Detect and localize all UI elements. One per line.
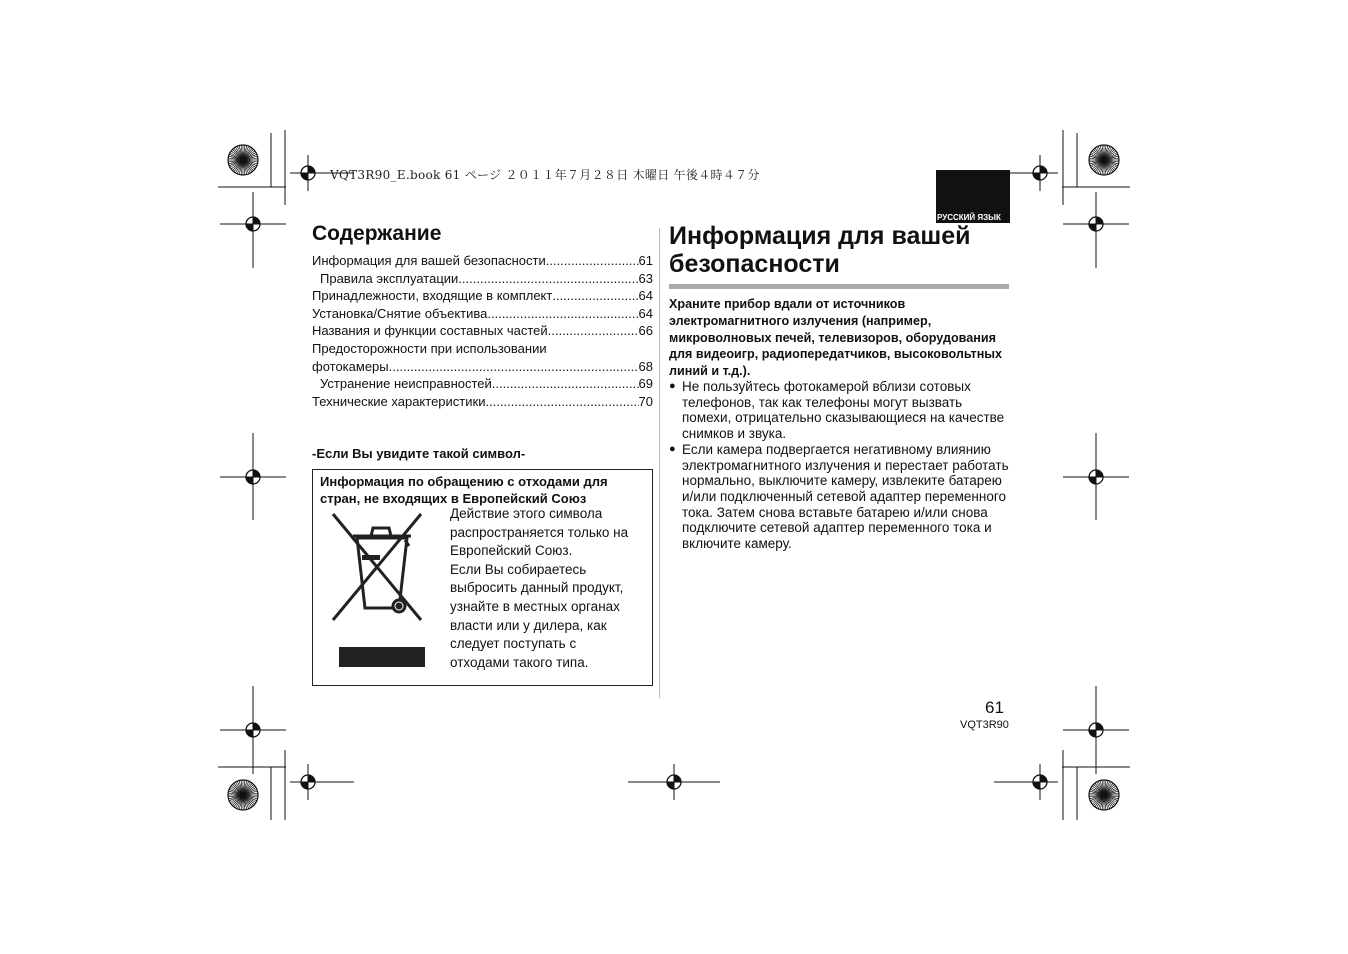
crosshair-mark-icon <box>253 470 260 477</box>
symbol-section-title: -Если Вы увидите такой символ- <box>312 446 526 461</box>
toc-leader-dots <box>552 287 638 305</box>
weee-text-line: власти или у дилера, как <box>450 617 607 633</box>
weee-text-line: Если Вы собираетесь <box>450 561 587 577</box>
toc-entry-title: Информация для вашей безопасности <box>312 253 546 268</box>
starburst-center <box>240 157 246 163</box>
crosshair-mark-icon <box>1089 477 1096 484</box>
toc-entry <box>312 252 653 270</box>
crosshair-mark-icon <box>1096 723 1103 730</box>
model-code: VQT3R90 <box>960 719 1009 731</box>
weee-text-line: Европейский Союз. <box>450 543 573 559</box>
crosshair-mark-icon <box>1096 470 1103 477</box>
weee-text-line: Действие этого символа <box>450 506 603 521</box>
crosshair-mark-icon <box>253 217 260 224</box>
weee-text-line: выбросить данный продукт, <box>450 580 624 596</box>
toc-entry-page: 64 <box>638 305 653 321</box>
toc-entry-title: Устранение неисправностей <box>320 376 492 392</box>
crosshair-mark-icon <box>1040 166 1047 173</box>
language-tab-label: РУССКИЙ ЯЗЫК <box>937 213 1001 222</box>
title-underline <box>669 284 1009 289</box>
starburst-center <box>240 792 246 798</box>
starburst-center <box>1101 792 1107 798</box>
crossed-out-wheelie-bin-icon <box>329 510 429 670</box>
weee-box-title: Информация по обращению с отходами для стран, не входящих в Европейский Союз <box>320 474 608 506</box>
toc-entry-page: 61 <box>638 253 653 268</box>
toc-entry <box>312 375 653 393</box>
starburst-center <box>1101 157 1107 163</box>
toc-entry <box>312 270 653 288</box>
toc-title: Содержание <box>312 222 442 245</box>
toc-entry-title: Названия и функции составных частей <box>312 323 548 339</box>
weee-text-line: отходами такого типа. <box>450 654 589 670</box>
toc-entry <box>312 287 653 305</box>
toc-leader-dots <box>546 252 639 270</box>
bullet-dot-icon: ● <box>669 442 676 455</box>
weee-text-line: следует поступать с <box>450 636 577 652</box>
table-of-contents <box>312 252 653 410</box>
safety-warning-bold: Храните прибор вдали от источников электромагнитного излучения (например, микроволновых печей, телевизоров, оборудования для видеоигр, радиопередатчиков, высоковольтных линий и т.д.). <box>669 297 1003 379</box>
weee-text-line: распространяется только на <box>450 524 629 540</box>
toc-leader-dots <box>487 305 638 323</box>
toc-leader-dots <box>548 322 639 340</box>
crosshair-mark-icon <box>301 782 308 789</box>
toc-entry-title: Правила эксплуатации <box>320 270 459 286</box>
print-header-line: VQT3R90_E.book 61 ページ ２０１１年７月２８日 木曜日 午後４時４７分 <box>330 168 760 182</box>
toc-entry-title: фотокамеры <box>312 358 389 374</box>
column-divider <box>659 228 660 698</box>
safety-bullet-list <box>669 379 1009 552</box>
crosshair-mark-icon <box>1033 173 1040 180</box>
crosshair-mark-icon <box>1089 224 1096 231</box>
crosshair-mark-icon <box>674 775 681 782</box>
crosshair-mark-icon <box>308 166 315 173</box>
crosshair-mark-icon <box>667 782 674 789</box>
crosshair-mark-icon <box>246 730 253 737</box>
toc-entry-page: 69 <box>638 376 653 392</box>
crosshair-mark-icon <box>1089 730 1096 737</box>
toc-entry <box>312 340 653 358</box>
toc-entry-title: Принадлежности, входящие в комплект <box>312 288 553 304</box>
weee-text-line: узнайте в местных органах <box>450 598 620 614</box>
toc-entry-title: Предосторожности при использовании <box>312 340 547 356</box>
weee-info-box <box>312 469 653 686</box>
toc-entry <box>312 393 653 411</box>
toc-entry <box>312 305 653 323</box>
toc-leader-dots <box>458 270 638 288</box>
bullet-item <box>669 442 1009 552</box>
toc-entry-page: 66 <box>638 323 653 339</box>
bullet-item <box>669 379 1009 442</box>
toc-leader-dots <box>485 393 638 411</box>
crosshair-mark-icon <box>1033 782 1040 789</box>
bullet-dot-icon: ● <box>669 380 676 392</box>
crosshair-mark-icon <box>1096 217 1103 224</box>
toc-entry-page: 68 <box>638 358 653 374</box>
toc-entry <box>312 358 653 376</box>
toc-entry-title: Установка/Снятие объектива <box>312 305 488 321</box>
toc-entry-page: 70 <box>638 393 653 409</box>
toc-entry-page: 64 <box>638 288 653 304</box>
language-tab <box>936 170 1010 223</box>
crosshair-mark-icon <box>253 723 260 730</box>
weee-description <box>450 505 650 672</box>
safety-title: Информация для вашей безопасности <box>669 222 971 278</box>
toc-leader-dots <box>389 358 639 376</box>
bullet-text: Если камера подвергается негативному влиянию электромагнитного излучения и перестает работать нормально, выключите камеру, извлеките батарею и/или подключенный сетевой адаптер переменного тока. Затем снова вставьте батарею и/или снова подключите сетевой адаптер переменного тока и включите камеру. <box>682 441 1009 552</box>
toc-entry-page: 63 <box>638 270 653 286</box>
crosshair-mark-icon <box>246 477 253 484</box>
crosshair-mark-icon <box>1040 775 1047 782</box>
toc-leader-dots <box>492 375 639 393</box>
bullet-text: Не пользуйтесь фотокамерой вблизи сотовых телефонов, так как телефоны могут вызвать помехи, отрицательно сказывающиеся на качестве снимков и звука. <box>682 379 1005 442</box>
page-number: 61 <box>985 698 1004 717</box>
crosshair-mark-icon <box>246 224 253 231</box>
crosshair-mark-icon <box>301 173 308 180</box>
crosshair-mark-icon <box>308 775 315 782</box>
toc-entry <box>312 322 653 340</box>
toc-entry-title: Технические характеристики <box>312 393 486 409</box>
